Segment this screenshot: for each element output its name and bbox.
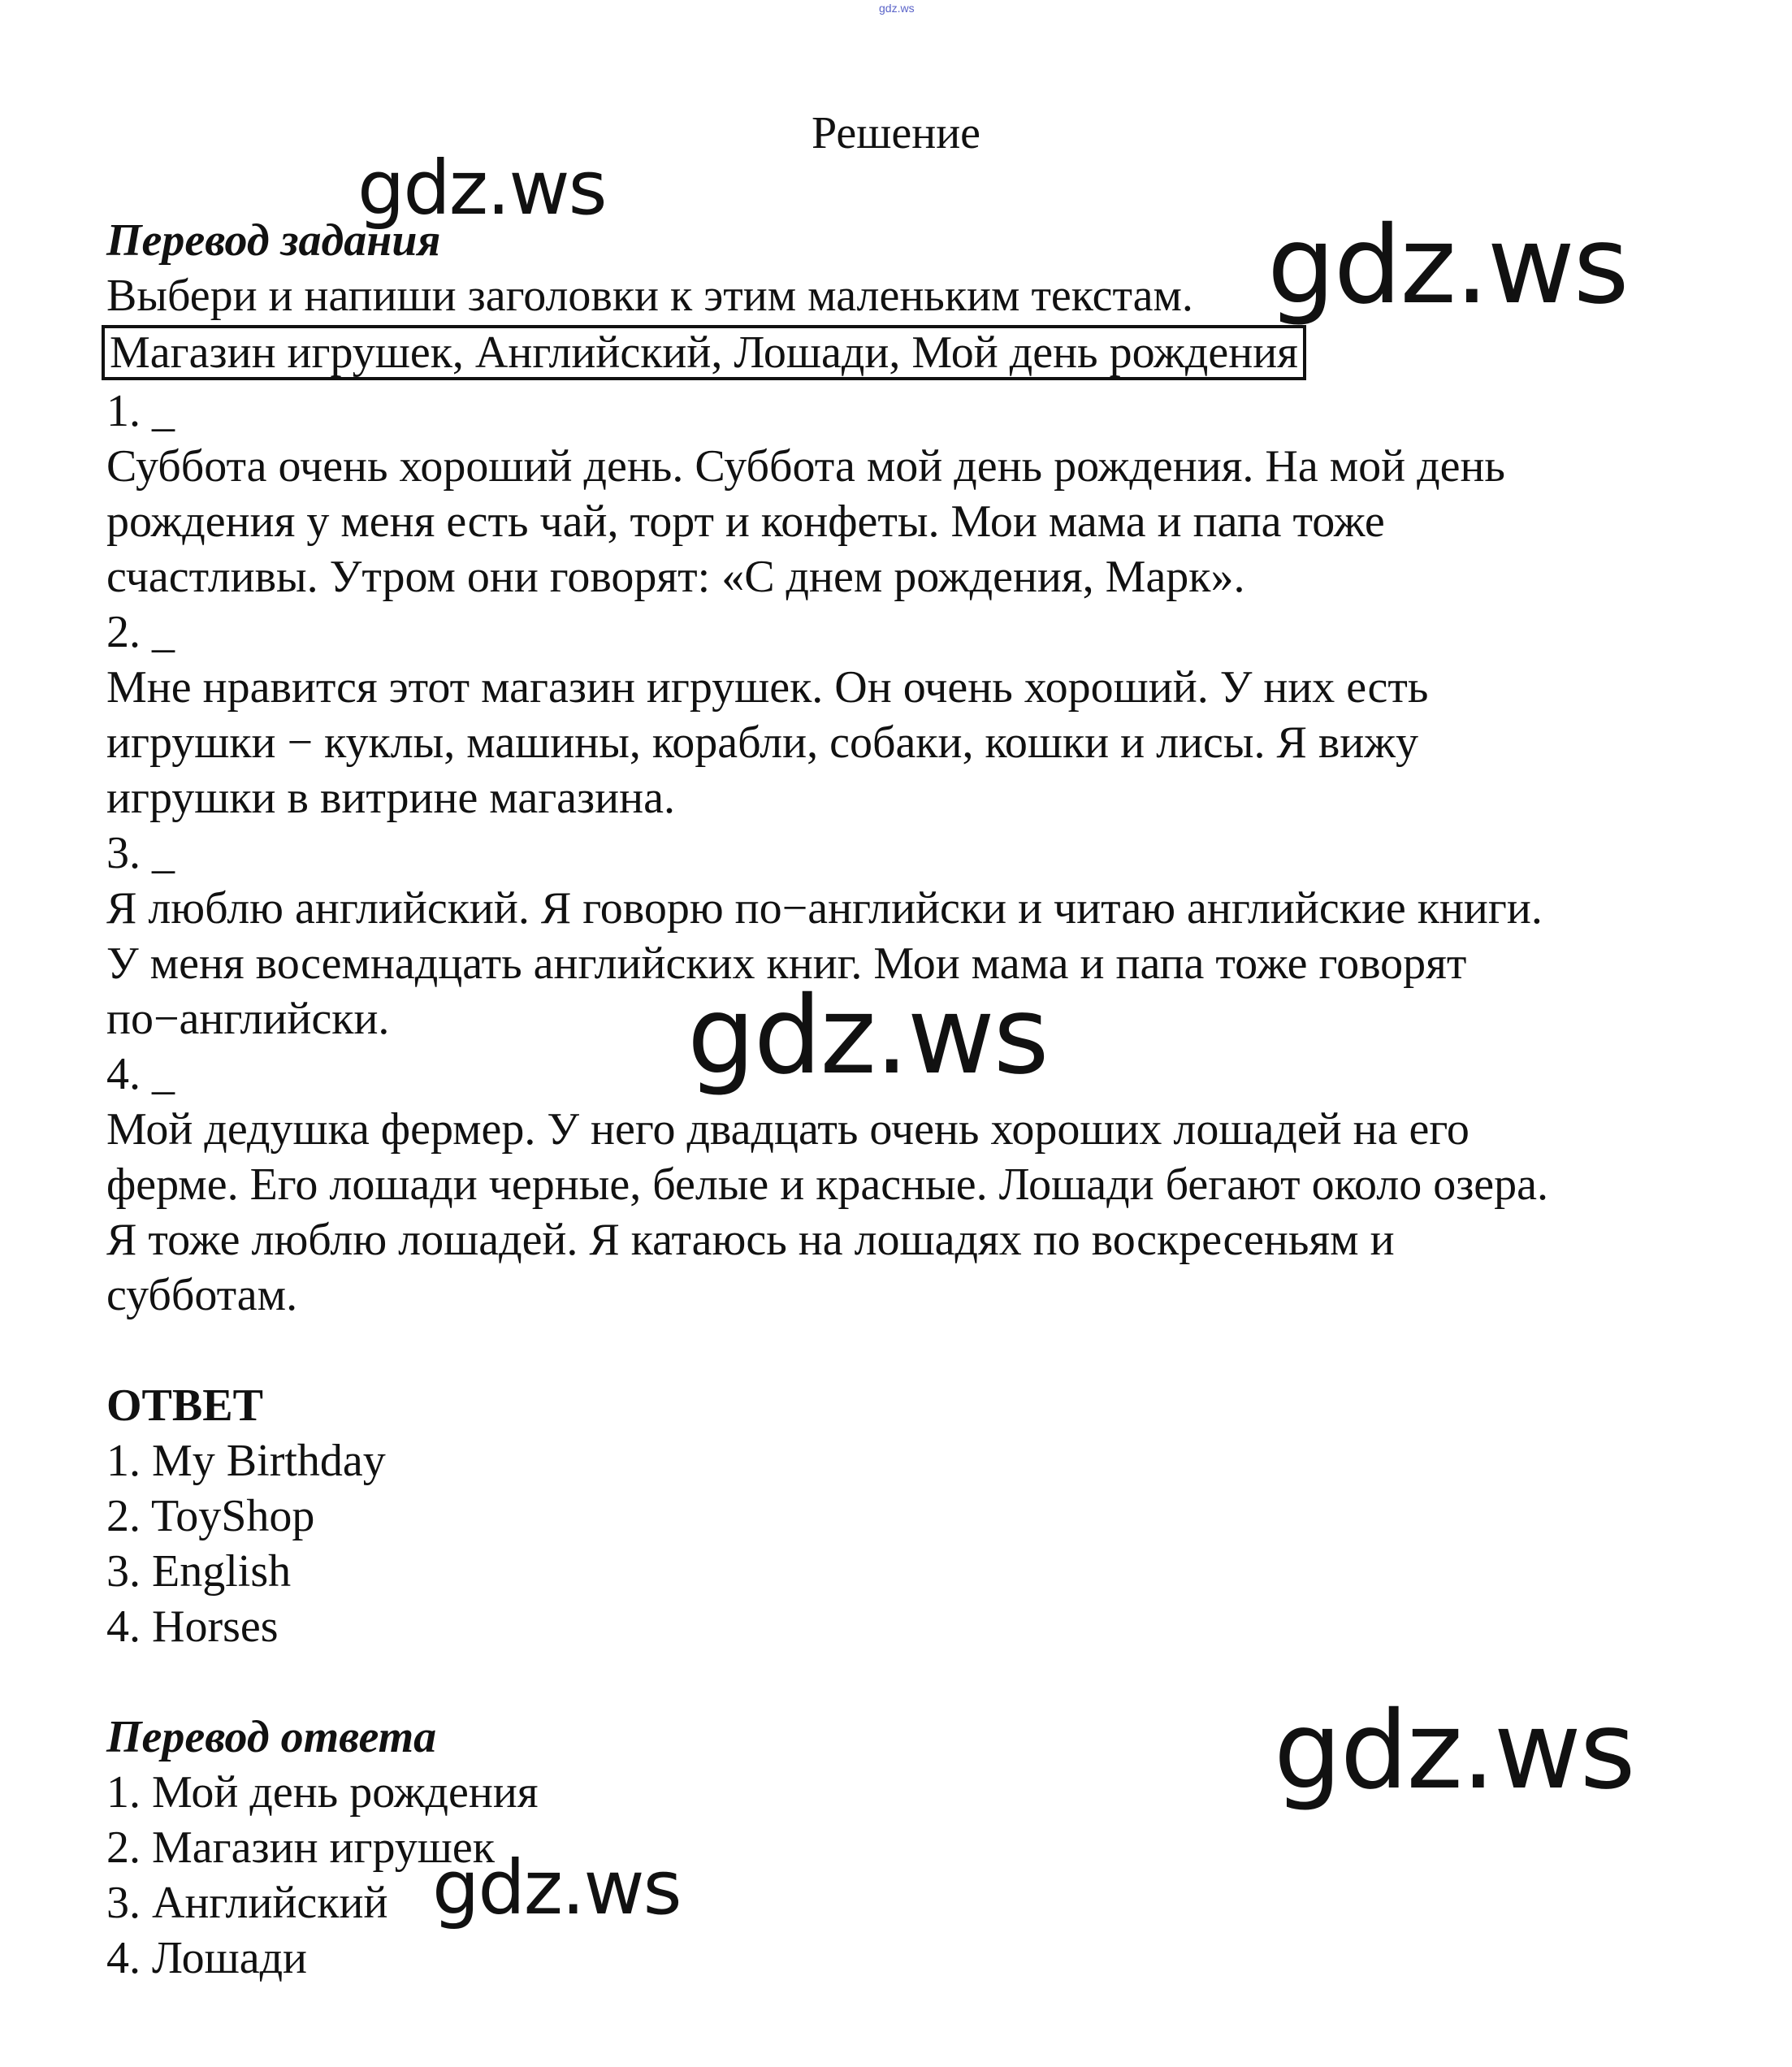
item-number: 2. _ — [106, 607, 175, 657]
answer-item: 2. ToyShop — [106, 1491, 315, 1541]
answer-translation-item: 2. Магазин игрушек — [106, 1822, 495, 1873]
item-line: по−английски. — [106, 994, 390, 1044]
item-number: 4. _ — [106, 1049, 175, 1099]
item-line: ферме. Его лошади черные, белые и красные. Лошади бегают около озера. — [106, 1159, 1549, 1210]
item-line: игрушки в витрине магазина. — [106, 773, 675, 823]
answer-translation-item: 4. Лошади — [106, 1933, 308, 1983]
answer-item: 1. My Birthday — [106, 1436, 386, 1486]
page-title: Решение — [811, 108, 981, 158]
watermark: gdz.ws — [357, 145, 606, 232]
watermark: gdz.ws — [1267, 203, 1628, 328]
answer-translation-item: 1. Мой день рождения — [106, 1767, 539, 1818]
answer-item: 4. Horses — [106, 1601, 279, 1652]
spacer — [106, 1323, 1699, 1378]
options-box: Магазин игрушек, Английский, Лошади, Мой день рождения — [102, 325, 1306, 380]
task-translation-heading: Перевод задания — [106, 215, 441, 266]
item-line: субботам. — [106, 1270, 298, 1320]
item-line: Я тоже люблю лошадей. Я катаюсь на лошадях по воскресеньям и — [106, 1215, 1395, 1265]
item-number: 3. _ — [106, 828, 175, 878]
text-item-1 — [106, 384, 1699, 604]
answer-item: 3. English — [106, 1546, 292, 1597]
item-line: Я люблю английский. Я говорю по−английски и читаю английские книги. — [106, 883, 1543, 934]
answer-translation-heading: Перевод ответа — [106, 1712, 437, 1762]
item-line: Мне нравится этот магазин игрушек. Он очень хороший. У них есть — [106, 662, 1429, 713]
item-line: игрушки − куклы, машины, корабли, собаки, кошки и лисы. Я вижу — [106, 717, 1418, 768]
item-line: Суббота очень хороший день. Суббота мой день рождения. На мой день — [106, 441, 1505, 492]
text-item-2 — [106, 604, 1699, 826]
header-watermark: gdz.ws — [879, 2, 915, 15]
answer-translation-item: 3. Английский — [106, 1878, 388, 1928]
answer-heading: ОТВЕТ — [106, 1380, 263, 1431]
item-line: счастливы. Утром они говорят: «С днем рождения, Марк». — [106, 552, 1245, 602]
item-line: рождения у меня есть чай, торт и конфеты. Мои мама и папа тоже — [106, 496, 1385, 547]
task-instruction: Выбери и напиши заголовки к этим маленьким текстам. — [106, 271, 1193, 321]
item-number: 1. _ — [106, 386, 175, 436]
item-line: Мой дедушка фермер. У него двадцать очень хороших лошадей на его — [106, 1104, 1470, 1155]
watermark: gdz.ws — [1274, 1688, 1634, 1814]
watermark: gdz.ws — [687, 973, 1048, 1098]
watermark: gdz.ws — [432, 1844, 681, 1931]
item-line: У меня восемнадцать английских книг. Мои мама и папа тоже говорят — [106, 938, 1467, 989]
